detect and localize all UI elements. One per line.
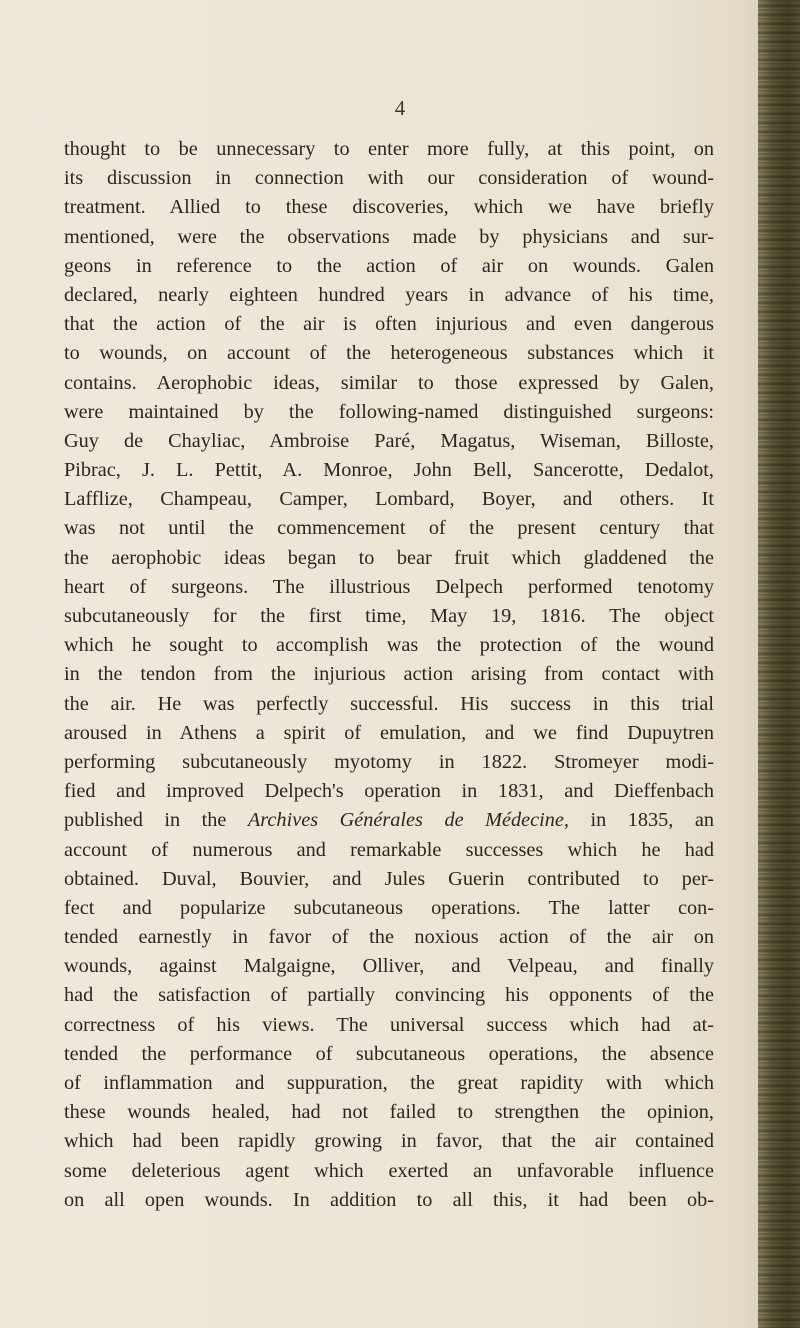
text-line: geons in reference to the action of air on wounds. Galen	[64, 254, 714, 277]
text-line: the aerophobic ideas began to bear fruit which gladdened the	[64, 546, 714, 569]
text-line: Pibrac, J. L. Pettit, A. Monroe, John Bell, Sancerotte, Dedalot,	[64, 459, 714, 482]
text-line: that the action of the air is often injurious and even dangerous	[64, 313, 714, 336]
text-line: mentioned, were the observations made by physicians and sur-	[64, 225, 714, 248]
text-line: performing subcutaneously myotomy in 1822. Stromeyer modi-	[64, 750, 714, 773]
text-line: tended the performance of subcutaneous operations, the absence	[64, 1042, 714, 1065]
text-line: wounds, against Malgaigne, Olliver, and Velpeau, and finally	[64, 955, 714, 978]
text-line: Guy de Chayliac, Ambroise Paré, Magatus, Wiseman, Billoste,	[64, 429, 714, 452]
text-line: Lafflize, Champeau, Camper, Lombard, Boyer, and others. It	[64, 488, 714, 511]
text-line: treatment. Allied to these discoveries, which we have briefly	[64, 196, 714, 219]
text-line-with-citation	[64, 806, 714, 835]
text-line: were maintained by the following-named distinguished surgeons:	[64, 400, 714, 423]
text-line: obtained. Duval, Bouvier, and Jules Guerin contributed to per-	[64, 867, 714, 890]
text-line: which had been rapidly growing in favor, that the air contained	[64, 1130, 714, 1153]
text-line: fect and popularize subcutaneous operations. The latter con-	[64, 896, 714, 919]
text-line: declared, nearly eighteen hundred years in advance of his time,	[64, 283, 714, 306]
body-text	[64, 135, 714, 1215]
text-line: account of numerous and remarkable successes which he had	[64, 838, 714, 861]
page-edge	[758, 0, 800, 1328]
text-line: these wounds healed, had not failed to strengthen the opinion,	[64, 1101, 714, 1124]
text-line: the air. He was perfectly successful. His success in this trial	[64, 692, 714, 715]
text-line: some deleterious agent which exerted an unfavorable influence	[64, 1159, 714, 1182]
text-line: thought to be unnecessary to enter more fully, at this point, on	[64, 138, 714, 160]
text-line: correctness of his views. The universal success which had at-	[64, 1013, 714, 1036]
text-line: contains. Aerophobic ideas, similar to those expressed by Galen,	[64, 371, 714, 394]
text-line: fied and improved Delpech's operation in 1831, and Dieffenbach	[64, 780, 714, 803]
text-line: to wounds, on account of the heterogeneous substances which it	[64, 342, 714, 365]
text-line: subcutaneously for the first time, May 19, 1816. The object	[64, 605, 714, 627]
text-segment: published in the	[64, 809, 248, 832]
text-line: tended earnestly in favor of the noxious action of the air on	[64, 926, 714, 949]
text-line: of inflammation and suppuration, the great rapidity with which	[64, 1072, 714, 1094]
text-line: had the satisfaction of partially convincing his opponents of the	[64, 984, 714, 1007]
text-segment: in 1835, an	[568, 809, 714, 832]
text-line: was not until the commencement of the present century that	[64, 517, 714, 540]
page-number: 4	[394, 96, 406, 120]
text-line: in the tendon from the injurious action arising from contact with	[64, 663, 714, 686]
text-line: aroused in Athens a spirit of emulation, and we find Dupuytren	[64, 721, 714, 744]
text-line: on all open wounds. In addition to all this, it had been ob-	[64, 1188, 714, 1211]
text-line: its discussion in connection with our consideration of wound-	[64, 167, 714, 190]
journal-title: Archives Générales de Médecine,	[247, 809, 569, 832]
text-line: which he sought to accomplish was the protection of the wound	[64, 634, 714, 657]
text-line: heart of surgeons. The illustrious Delpech performed tenotomy	[64, 575, 714, 598]
